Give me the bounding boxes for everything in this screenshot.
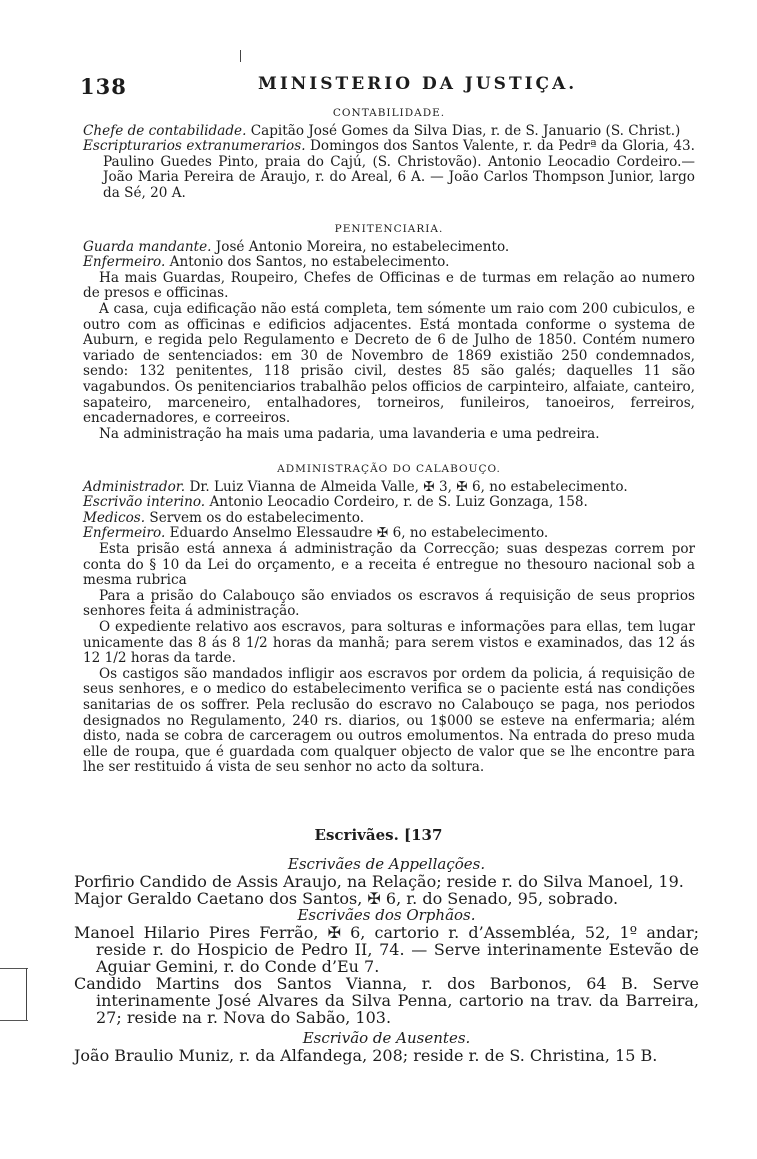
entry-text: Servem os do estabelecimento. bbox=[145, 509, 365, 526]
entry-label: Medicos. bbox=[83, 509, 146, 526]
entry-escripturarios bbox=[83, 139, 695, 201]
entry-chefe-contabilidade bbox=[83, 124, 695, 140]
entry-text: Domingos dos Santos Valente, r. da Pedrª da Gloria, 43. Paulino Guedes Pinto, praia do Cajú, (S. Christovão). Antonio Leocadio Cordeiro.— João Maria Pereira de Araujo, r. do Areal, 6 A. — João Carlos Thompson Junior, largo da Sé, 20 A. bbox=[103, 138, 695, 201]
edge-bracket bbox=[26, 968, 27, 1020]
entry-label: Administrador. bbox=[83, 478, 186, 495]
paragraph: Para a prisão do Calabouço são enviados os escravos á requisição de seus proprios senhores feita á administração. bbox=[83, 587, 695, 620]
entry-text: Capitão José Gomes da Silva Dias, r. de S. Januario (S. Christ.) bbox=[246, 122, 681, 139]
entry-appellacoes-2: Major Geraldo Caetano dos Santos, ✠ 6, r. do Senado, 95, sobrado. bbox=[74, 889, 619, 908]
entry-label: Enfermeiro. bbox=[83, 254, 166, 271]
section-penitenciaria bbox=[83, 222, 695, 442]
subheading-ausentes: Escrivão de Ausentes. bbox=[302, 1029, 471, 1047]
section-heading-contabilidade: CONTABILIDADE. bbox=[332, 107, 446, 119]
section-heading-penitenciaria: PENITENCIARIA. bbox=[334, 223, 444, 235]
entry-guarda-mandante bbox=[83, 240, 695, 256]
edge-mark bbox=[0, 968, 28, 969]
entry-text: José Antonio Moreira, no estabelecimento. bbox=[211, 238, 510, 255]
entry-text: Eduardo Anselmo Elessaudre ✠ 6, no estabelecimento. bbox=[165, 525, 549, 542]
entry-ausentes-1: João Braulio Muniz, r. da Alfandega, 208; reside r. de S. Christina, 15 B. bbox=[74, 1046, 658, 1065]
entry-text: Antonio Leocadio Cordeiro, r. de S. Luiz Gonzaga, 158. bbox=[205, 494, 588, 511]
paragraph: Na administração ha mais uma padaria, uma lavanderia e uma pedreira. bbox=[99, 425, 600, 442]
subheading-orphaos: Escrivães dos Orphãos. bbox=[297, 906, 476, 924]
entry-administrador bbox=[83, 480, 695, 496]
scan-speck bbox=[240, 50, 241, 62]
section-calabouco bbox=[83, 462, 695, 776]
paragraph: Ha mais Guardas, Roupeiro, Chefes de Officinas e de turmas em relação ao numero de presos e officinas. bbox=[83, 269, 695, 302]
entry-enfermeiro bbox=[83, 255, 695, 271]
entry-escrivao-interino bbox=[83, 495, 695, 511]
entry-text: Antonio dos Santos, no estabelecimento. bbox=[165, 254, 450, 271]
entry-orphaos-1: Manoel Hilario Pires Ferrão, ✠ 6, cartorio r. d’Assembléa, 52, 1º andar; reside r. do Hospicio de Pedro II, 74. — Serve interinamente Estevão de Aguiar Gemini, r. do Conde d’Eu 7. bbox=[74, 923, 699, 976]
entry-enfermeiro bbox=[83, 526, 695, 542]
paragraph: Esta prisão está annexa á administração da Correcção; suas despezas correm por conta do § 10 da Lei do orçamento, e a receita é entregue no thesouro nacional sob a mesma rubrica bbox=[83, 540, 695, 589]
section-heading-escrivaes: Escrivães. [137 bbox=[314, 826, 443, 844]
paragraph: Os castigos são mandados infligir aos escravos por ordem da policia, á requisição de seus senhores, e o medico do estabelecimento verifica se o paciente está nas condições sanitarias de os soffrer. Pela reclusão do escravo no Calabouço se paga, nos periodos designados no Regulamento, 240 rs. diarios, ou 1$000 se esteve na enfermaria; além disto, nada se cobra de carceragem ou outros emolumentos. Na entrada do preso muda elle de roupa, que é guardada com qualquer objecto de valor que se lhe encontre para lhe ser restituido á vista de seu senhor no acto da soltura. bbox=[83, 665, 695, 776]
entry-orphaos-2: Candido Martins dos Santos Vianna, r. dos Barbonos, 64 B. Serve interinamente José Alvares da Silva Penna, cartorio na trav. da Barreira, 27; reside na r. Nova do Sabão, 103. bbox=[74, 974, 699, 1027]
section-heading-calabouco: ADMINISTRAÇÃO DO CALABOUÇO. bbox=[277, 463, 501, 475]
page-number: 138 bbox=[80, 74, 127, 99]
entry-appellacoes-1: Porfirio Candido de Assis Araujo, na Relação; reside r. do Silva Manoel, 19. bbox=[74, 872, 684, 891]
page-title: MINISTERIO DA JUSTIÇA. bbox=[258, 74, 578, 94]
entry-label: Guarda mandante. bbox=[83, 238, 212, 255]
entry-label: Escrivão interino. bbox=[83, 494, 206, 511]
section-escrivaes bbox=[74, 856, 699, 1064]
entry-medicos bbox=[83, 511, 695, 527]
entry-label: Escripturarios extranumerarios. bbox=[83, 138, 306, 155]
entry-label: Chefe de contabilidade. bbox=[83, 122, 247, 139]
entry-text: Dr. Luiz Vianna de Almeida Valle, ✠ 3, ✠ 6, no estabelecimento. bbox=[185, 478, 628, 495]
section-contabilidade bbox=[83, 106, 695, 202]
paragraph: A casa, cuja edificação não está completa, tem sómente um raio com 200 cubiculos, e outro com as officinas e edificios adjacentes. Está montada conforme o systema de Auburn, e regida pelo Regulamento e Decreto de 6 de Julho de 1850. Contém numero variado de sentenciados: em 30 de Novembro de 1869 existião 250 condemnados, sendo: 132 penitentes, 118 prisão civil, destes 85 são galés; daquelles 11 são vagabundos. Os penitenciarios trabalhão pelos officios de carpinteiro, alfaiate, canteiro, sapateiro, marceneiro, entalhadores, torneiros, funileiros, tanoeiros, ferreiros, encadernadores, e correeiros. bbox=[83, 300, 695, 427]
edge-mark bbox=[0, 1020, 28, 1021]
paragraph: O expediente relativo aos escravos, para solturas e informações para ellas, tem lugar unicamente das 8 ás 8 1/2 horas da manhã; para serem vistos e examinados, das 12 ás 12 1/2 horas da tarde. bbox=[83, 618, 695, 667]
subheading-appellacoes: Escrivães de Appellações. bbox=[287, 855, 486, 873]
entry-label: Enfermeiro. bbox=[83, 525, 166, 542]
